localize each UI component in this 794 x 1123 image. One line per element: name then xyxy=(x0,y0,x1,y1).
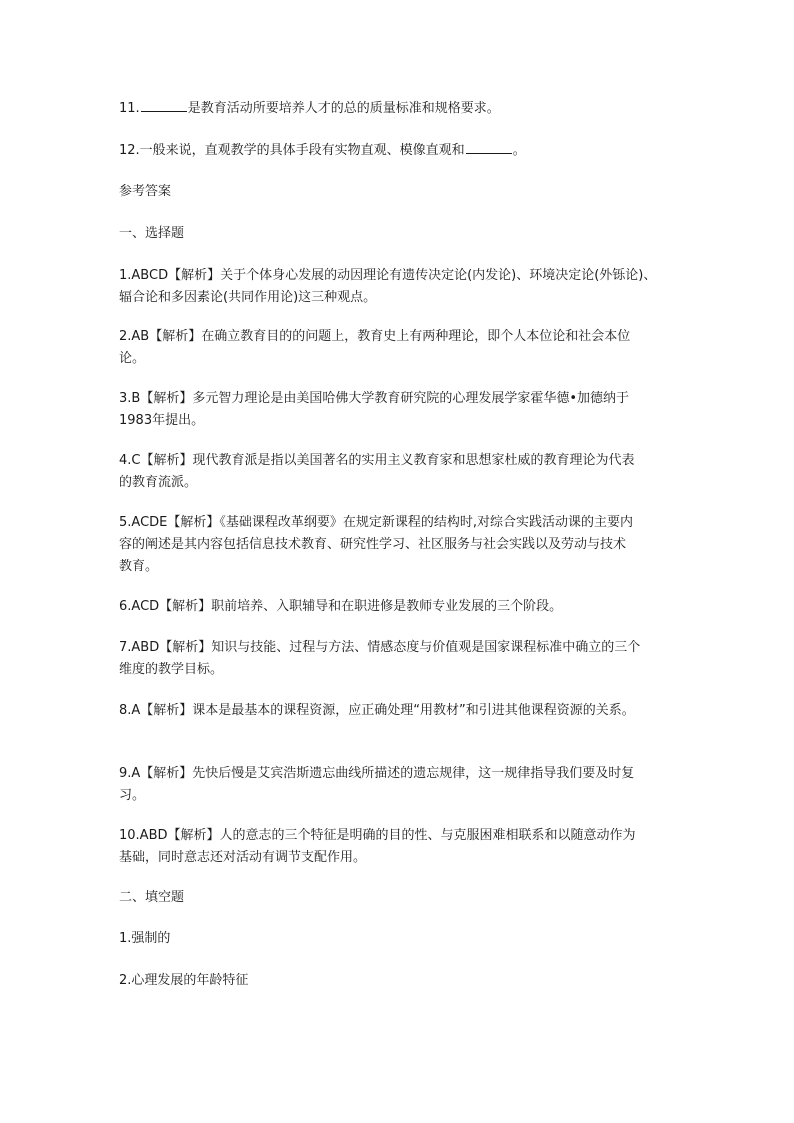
answer-8-line-1: 8.A【解析】课本是最基本的课程资源，应正确处理“用教材”和引进其他课程资源的关系。 xyxy=(119,703,635,718)
answer-5-line-1: 5.ACDE【解析】《基础课程改革纲要》在规定新课程的结构时,对综合实践活动课的主要内 xyxy=(119,515,634,530)
answer-10-line-1: 10.ABD【解析】人的意志的三个特征是明确的目的性、与克服困难相联系和以随意动作为 xyxy=(119,828,636,843)
section-choice-heading: 一、选择题 xyxy=(119,226,185,241)
answer-4-line-1: 4.C【解析】现代教育派是指以美国著名的实用主义教育家和思想家杜威的教育理论为代表 xyxy=(119,453,635,468)
fill-answer-2: 2.心理发展的年龄特征 xyxy=(119,973,249,988)
answer-2-line-1: 2.AB【解析】在确立教育目的的问题上，教育史上有两种理论，即个人本位论和社会本位 xyxy=(119,329,631,344)
question-12 xyxy=(119,139,719,162)
answer-9-line-2: 习。 xyxy=(119,788,146,803)
answer-10-line-2: 基础，同时意志还对活动有调节支配作用。 xyxy=(119,850,367,865)
question-12-end: 。 xyxy=(512,143,526,158)
answer-6-line-1: 6.ACD【解析】职前培养、入职辅导和在职进修是教师专业发展的三个阶段。 xyxy=(119,599,563,614)
answer-2-line-2: 论。 xyxy=(119,351,146,366)
question-12-blank xyxy=(466,140,512,154)
question-11-text: 是教育活动所要培养人才的总的质量标准和规格要求。 xyxy=(187,101,500,116)
fill-answer-1: 1.强制的 xyxy=(119,931,171,946)
answer-7-line-1: 7.ABD【解析】知识与技能、过程与方法、情感态度与价值观是国家课程标准中确立的三个 xyxy=(119,640,641,655)
section-fill-heading: 二、填空题 xyxy=(119,890,185,905)
answer-4-line-2: 的教育流派。 xyxy=(119,475,198,490)
answer-5-line-2: 容的阐述是其内容包括信息技术教育、研究性学习、社区服务与社会实践以及劳动与技术 xyxy=(119,537,627,552)
question-11-blank xyxy=(141,98,187,112)
answer-3-line-1: 3.B【解析】多元智力理论是由美国哈佛大学教育研究院的心理发展学家霍华德•加德纳于 xyxy=(119,391,629,406)
answers-heading: 参考答案 xyxy=(119,184,172,199)
answer-1-line-1: 1.ABCD【解析】关于个体身心发展的动因理论有遗传决定论(内发论)、环境决定论(外铄论)、 xyxy=(119,268,657,283)
answer-1-line-2: 辐合论和多因素论(共同作用论)这三种观点。 xyxy=(119,290,377,305)
answer-9-line-1: 9.A【解析】先快后慢是艾宾浩斯遗忘曲线所描述的遗忘规律，这一规律指导我们要及时复 xyxy=(119,766,635,781)
question-11-number: 11. xyxy=(119,101,140,116)
answer-7-line-2: 维度的教学目标。 xyxy=(119,662,224,677)
question-11 xyxy=(119,97,719,120)
answer-5-line-3: 教育。 xyxy=(119,559,159,574)
answer-3-line-2: 1983年提出。 xyxy=(119,413,205,428)
question-12-text: 12.一般来说，直观教学的具体手段有实物直观、模像直观和 xyxy=(119,143,465,158)
